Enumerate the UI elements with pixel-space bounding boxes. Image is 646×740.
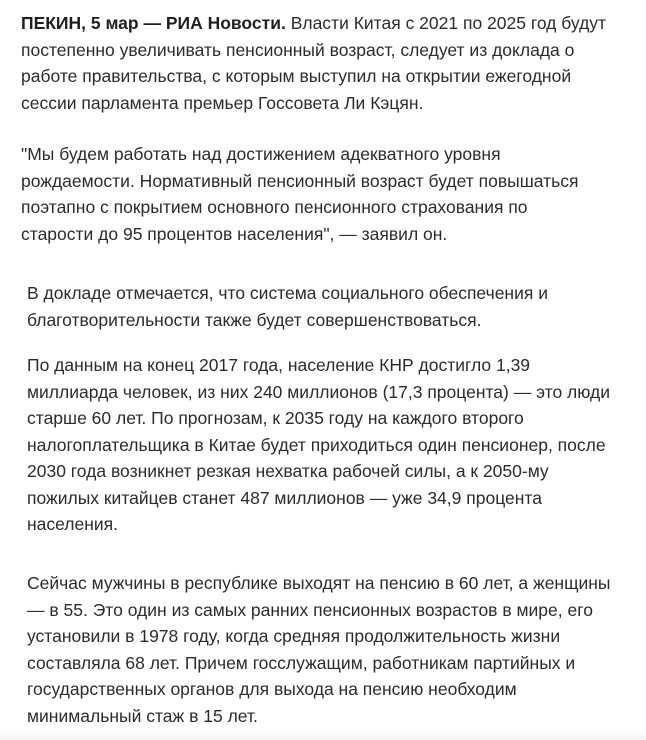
paragraph-line: 2030 года возникнет резкая нехватка рабочей силы, а к 2050-му <box>27 461 549 481</box>
paragraph-3 <box>27 280 627 333</box>
paragraph-line: По данным на конец 2017 года, население КНР достигло 1,39 <box>27 355 531 375</box>
paragraph-line: работе правительства, с которым выступил на открытии ежегодной <box>21 66 572 86</box>
dateline: ПЕКИН, 5 мар — РИА Новости. <box>21 13 286 33</box>
paragraph-line: населения. <box>27 514 119 534</box>
paragraph-line: составляла 68 лет. Причем госслужащим, работникам партийных и <box>27 652 576 673</box>
paragraph-line: постепенно увеличивать пенсионный возраст, следует из доклада о <box>21 39 575 60</box>
paragraph-line: старше 60 лет. По прогнозам, к 2035 году на каждого второго <box>27 408 524 428</box>
paragraph-line: ПЕКИН, 5 мар — РИА Новости. Власти Китая с 2021 по 2025 год будут <box>21 13 607 33</box>
paragraph-2-quote <box>21 141 631 247</box>
paragraph-line: миллиарда человек, из них 240 миллионов (17,3 процента) — это люди <box>27 381 610 402</box>
paragraph-line: — в 55. Это один из самых ранних пенсионных возрастов в мире, его <box>27 599 593 620</box>
paragraph-line: государственных органов для выхода на пенсию необходим <box>27 679 517 699</box>
paragraph-line: налогоплательщика в Китае будет приходиться один пенсионер, после <box>27 434 606 455</box>
paragraph-line: Сейчас мужчины в республике выходят на пенсию в 60 лет, а женщины <box>27 573 611 593</box>
paragraph-line: минимальный стаж в 15 лет. <box>27 705 258 726</box>
paragraph-line: установили в 1978 году, когда средняя продолжительность жизни <box>27 626 561 646</box>
paragraph-line: благотворительности также будет совершенствоваться. <box>27 309 482 330</box>
paragraph-line: В докладе отмечается, что система социального обеспечения и <box>27 283 548 303</box>
paragraph-4 <box>27 352 627 538</box>
paragraph-line: "Мы будем работать над достижением адекватного уровня <box>21 144 501 164</box>
paragraph-line: рождаемости. Нормативный пенсионный возраст будет повышаться <box>21 170 579 191</box>
paragraph-line: сессии парламента премьер Госсовета Ли Кэцян. <box>21 92 424 113</box>
paragraph-line: пожилых китайцев станет 487 миллионов — уже 34,9 процента <box>27 487 542 508</box>
bottom-fade <box>0 730 646 740</box>
paragraph-1 <box>21 10 631 116</box>
paragraph-line: старости до 95 процентов населения", — заявил он. <box>21 223 448 244</box>
paragraph-line: поэтапно с покрытием основного пенсионного страхования по <box>21 197 528 217</box>
paragraph-5 <box>27 570 627 729</box>
